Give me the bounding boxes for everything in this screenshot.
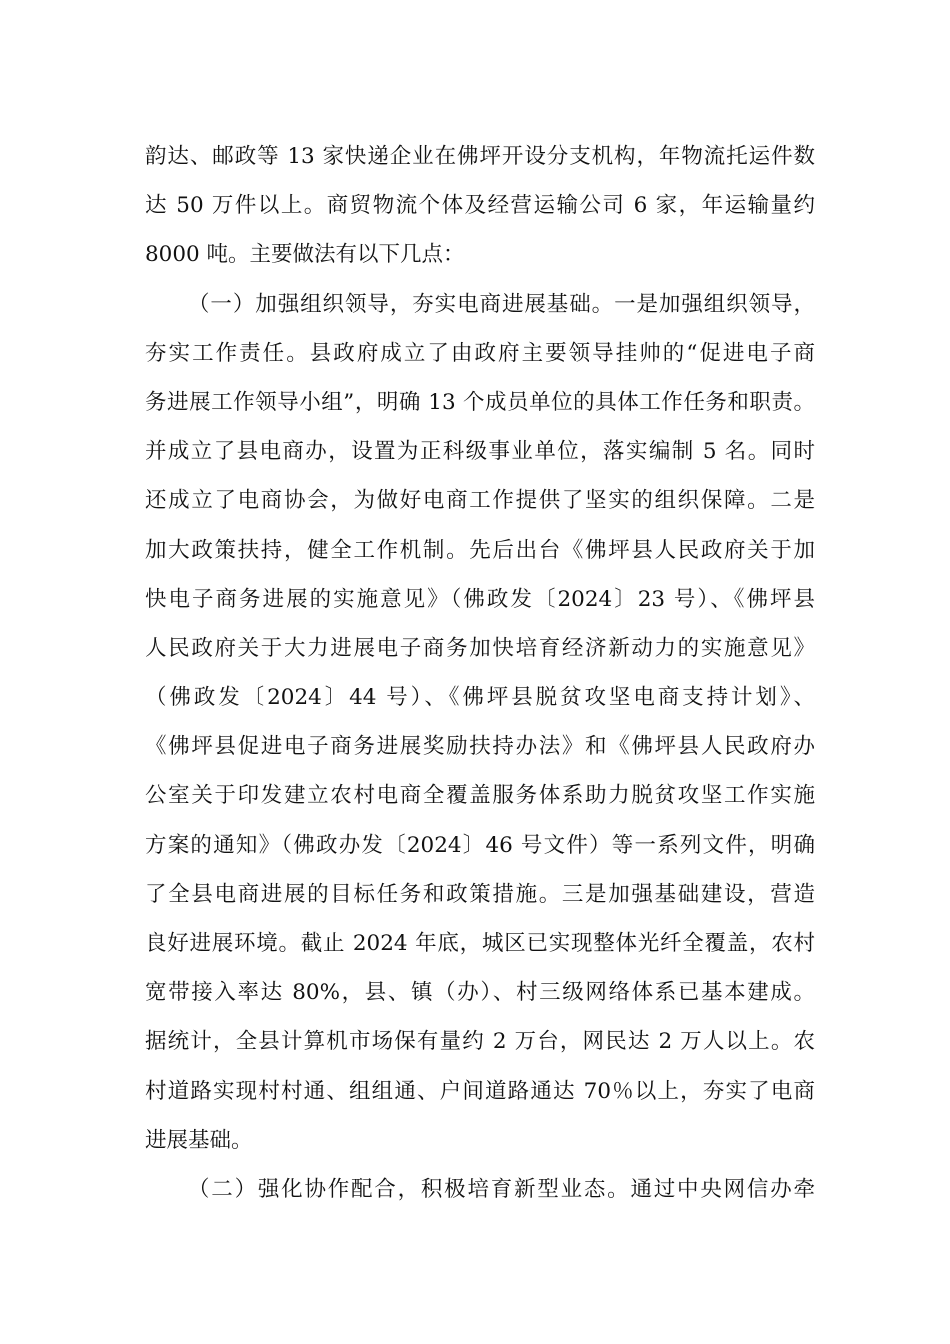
text-line: 《佛坪县促进电子商务进展奖励扶持办法》和《佛坪县人民政府办 bbox=[145, 734, 815, 760]
body-text bbox=[145, 132, 815, 1214]
text-line: 达 50 万件以上。商贸物流个体及经营运输公司 6 家，年运输量约 bbox=[145, 193, 815, 219]
paragraph-start-line: （二）强化协作配合，积极培育新型业态。通过中央网信办牵 bbox=[188, 1176, 815, 1202]
text-line: 务进展工作领导小组”，明确 13 个成员单位的具体工作任务和职责。 bbox=[145, 389, 815, 415]
text-line: 公室关于印发建立农村电商全覆盖服务体系助力脱贫攻坚工作实施 bbox=[145, 783, 815, 809]
text-line: 村道路实现村村通、组组通、户间道路通达 70％以上，夯实了电商 bbox=[145, 1078, 815, 1104]
text-line: 宽带接入率达 80%，县、镇（办）、村三级网络体系已基本建成。 bbox=[145, 980, 815, 1006]
text-line: 快电子商务进展的实施意见》（佛政发〔2024〕23 号）、《佛坪县 bbox=[145, 586, 815, 612]
text-line: 并成立了县电商办，设置为正科级事业单位，落实编制 5 名。同时 bbox=[145, 439, 815, 465]
text-line: （佛政发〔2024〕44 号）、《佛坪县脱贫攻坚电商支持计划》、 bbox=[145, 685, 815, 711]
text-line: 了全县电商进展的目标任务和政策措施。三是加强基础建设，营造 bbox=[145, 881, 815, 907]
text-line: 进展基础。 bbox=[145, 1127, 253, 1153]
text-line: 加大政策扶持，健全工作机制。先后出台《佛坪县人民政府关于加 bbox=[145, 537, 815, 563]
text-line: 良好进展环境。截止 2024 年底，城区已实现整体光纤全覆盖，农村 bbox=[145, 931, 815, 956]
text-line: 人民政府关于大力进展电子商务加快培育经济新动力的实施意见》 bbox=[145, 635, 815, 661]
text-line: 8000 吨。主要做法有以下几点： bbox=[145, 242, 465, 268]
paragraph-start-line: （一）加强组织领导，夯实电商进展基础。一是加强组织领导， bbox=[188, 291, 815, 317]
text-line: 夯实工作责任。县政府成立了由政府主要领导挂帅的“促进电子商 bbox=[145, 340, 815, 366]
text-line: 据统计，全县计算机市场保有量约 2 万台，网民达 2 万人以上。农 bbox=[145, 1029, 815, 1055]
text-line: 还成立了电商协会，为做好电商工作提供了坚实的组织保障。二是 bbox=[145, 488, 815, 514]
text-line: 方案的通知》（佛政办发〔2024〕46 号文件）等一系列文件，明确 bbox=[145, 832, 815, 858]
text-line: 韵达、邮政等 13 家快递企业在佛坪开设分支机构，年物流托运件数 bbox=[145, 144, 815, 169]
